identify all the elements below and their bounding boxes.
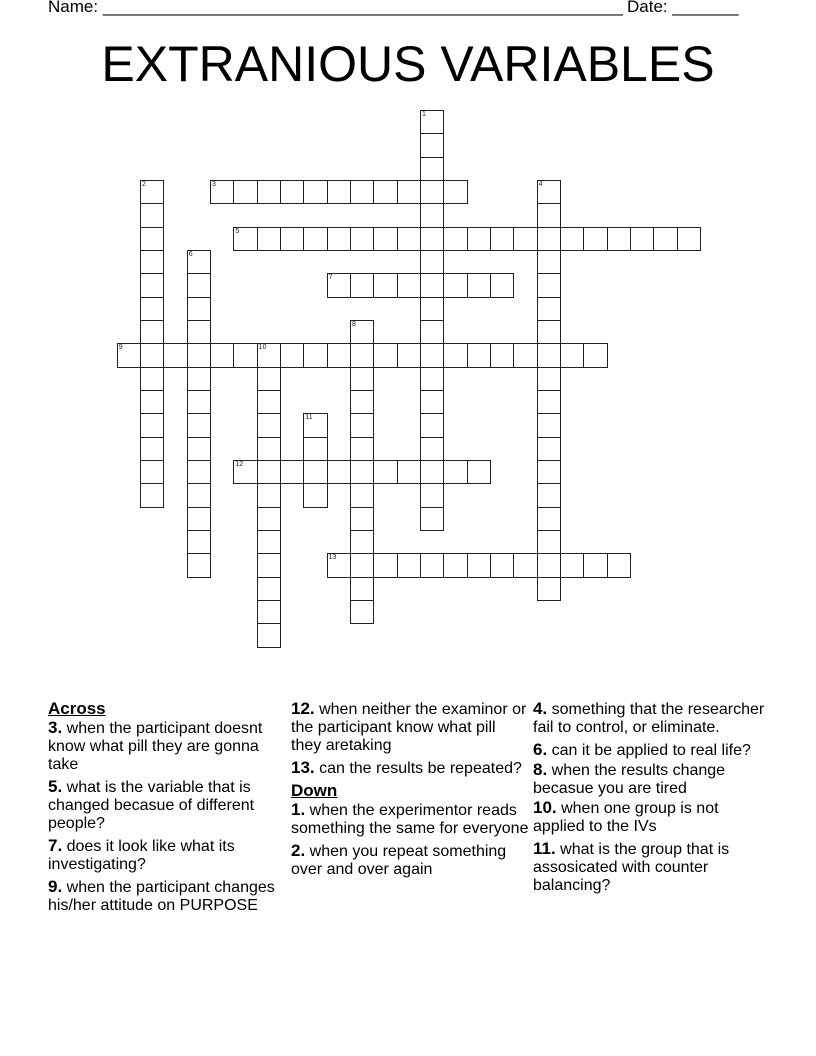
clues-column-2 (291, 700, 529, 883)
grid-cell[interactable] (303, 437, 327, 461)
grid-cell[interactable] (140, 343, 164, 367)
grid-cell[interactable] (583, 343, 607, 367)
grid-cell[interactable] (327, 273, 351, 297)
clue-number: 8. (533, 760, 548, 779)
clue-number: 5. (48, 777, 63, 796)
grid-cell[interactable] (303, 413, 327, 437)
grid-cell[interactable] (257, 227, 281, 251)
grid-cell[interactable] (187, 390, 211, 414)
grid-cell[interactable] (373, 180, 397, 204)
grid-cell[interactable] (373, 553, 397, 577)
grid-cell[interactable] (443, 553, 467, 577)
grid-cell[interactable] (187, 437, 211, 461)
grid-cell[interactable] (350, 483, 374, 507)
grid-cell[interactable] (187, 413, 211, 437)
grid-cell[interactable] (257, 437, 281, 461)
grid-cell[interactable] (140, 227, 164, 251)
grid-cell[interactable] (210, 343, 234, 367)
grid-cell[interactable] (490, 553, 514, 577)
grid-cell[interactable] (420, 343, 444, 367)
grid-cell[interactable] (140, 203, 164, 227)
down-heading: Down (291, 781, 338, 800)
grid-cell[interactable] (420, 437, 444, 461)
clue-across-13 (291, 759, 529, 778)
clue-number: 3. (48, 718, 63, 737)
grid-cell[interactable] (513, 343, 537, 367)
cell-number: 9 (118, 344, 123, 352)
grid-cell[interactable] (210, 180, 234, 204)
name-line[interactable]: _______________________________________________________ (102, 0, 623, 16)
grid-cell[interactable] (537, 507, 561, 531)
clue-down-6 (533, 741, 773, 760)
grid-cell[interactable] (280, 227, 304, 251)
cell-number: 13 (328, 554, 337, 562)
grid-cell[interactable] (187, 553, 211, 577)
grid-cell[interactable] (560, 553, 584, 577)
grid-cell[interactable] (350, 343, 374, 367)
grid-cell[interactable] (350, 413, 374, 437)
clue-text: can it be applied to real life? (547, 742, 751, 759)
clue-text: can the results be repeated? (314, 760, 522, 777)
grid-cell[interactable] (257, 623, 281, 647)
grid-cell[interactable] (537, 180, 561, 204)
grid-cell[interactable] (420, 110, 444, 134)
grid-cell[interactable] (350, 530, 374, 554)
grid-cell[interactable] (350, 367, 374, 391)
grid-cell[interactable] (443, 227, 467, 251)
clue-number: 6. (533, 740, 548, 759)
grid-cell[interactable] (467, 227, 491, 251)
grid-cell[interactable] (537, 460, 561, 484)
grid-cell[interactable] (537, 367, 561, 391)
grid-cell[interactable] (350, 180, 374, 204)
grid-cell[interactable] (257, 343, 281, 367)
grid-cell[interactable] (420, 507, 444, 531)
grid-cell[interactable] (187, 460, 211, 484)
grid-cell[interactable] (280, 460, 304, 484)
grid-cell[interactable] (420, 320, 444, 344)
grid-cell[interactable] (490, 273, 514, 297)
grid-cell[interactable] (140, 297, 164, 321)
grid-cell[interactable] (607, 553, 631, 577)
clue-text: what is the variable that is changed becasue of different people? (48, 779, 255, 832)
grid-cell[interactable] (397, 227, 421, 251)
clue-down-2 (291, 842, 529, 879)
grid-cell[interactable] (373, 273, 397, 297)
clue-across-7 (48, 837, 280, 874)
grid-cell[interactable] (327, 553, 351, 577)
cell-number: 6 (188, 250, 193, 258)
grid-cell[interactable] (397, 553, 421, 577)
cell-number: 3 (212, 180, 216, 188)
grid-cell[interactable] (140, 390, 164, 414)
cell-number: 2 (142, 180, 146, 188)
grid-cell[interactable] (420, 273, 444, 297)
grid-cell[interactable] (397, 343, 421, 367)
grid-cell[interactable] (117, 343, 141, 367)
grid-cell[interactable] (140, 413, 164, 437)
grid-cell[interactable] (420, 180, 444, 204)
grid-cell[interactable] (583, 227, 607, 251)
clue-text: when the participant doesnt know what pill they are gonna take (48, 720, 263, 773)
grid-cell[interactable] (537, 320, 561, 344)
grid-cell[interactable] (467, 273, 491, 297)
clue-text: when the results change becasue you are tired (533, 762, 726, 797)
clues-column-1 (48, 700, 280, 919)
grid-cell[interactable] (233, 227, 257, 251)
grid-cell[interactable] (257, 413, 281, 437)
name-label: Name: (48, 0, 99, 16)
cell-number: 8 (352, 320, 356, 328)
clue-number: 1. (291, 800, 306, 819)
grid-cell[interactable] (327, 460, 351, 484)
grid-cell[interactable] (280, 343, 304, 367)
grid-cell[interactable] (537, 437, 561, 461)
grid-cell[interactable] (350, 390, 374, 414)
grid-cell[interactable] (537, 203, 561, 227)
grid-cell[interactable] (537, 297, 561, 321)
cell-number: 12 (235, 460, 244, 468)
grid-cell[interactable] (140, 180, 164, 204)
cell-number: 4 (538, 180, 543, 188)
grid-cell[interactable] (420, 250, 444, 274)
clue-number: 9. (48, 877, 63, 896)
cell-number: 11 (305, 414, 313, 422)
clue-text: does it look like what its investigating? (48, 838, 235, 873)
grid-cell[interactable] (187, 367, 211, 391)
grid-cell[interactable] (653, 227, 677, 251)
grid-cell[interactable] (327, 227, 351, 251)
grid-cell[interactable] (420, 460, 444, 484)
clue-text: when neither the examinor or the participant know what pill they aretaking (291, 701, 527, 754)
grid-cell[interactable] (140, 367, 164, 391)
clue-down-11 (533, 840, 773, 895)
grid-cell[interactable] (583, 553, 607, 577)
grid-cell[interactable] (140, 320, 164, 344)
grid-cell[interactable] (560, 343, 584, 367)
grid-cell[interactable] (187, 507, 211, 531)
grid-cell[interactable] (537, 577, 561, 601)
grid-cell[interactable] (257, 507, 281, 531)
grid-cell[interactable] (350, 460, 374, 484)
grid-cell[interactable] (420, 203, 444, 227)
grid-cell[interactable] (257, 577, 281, 601)
grid-cell[interactable] (443, 273, 467, 297)
clue-number: 2. (291, 841, 306, 860)
grid-cell[interactable] (467, 553, 491, 577)
clue-down-8 (533, 761, 773, 798)
cell-number: 7 (328, 274, 333, 282)
grid-cell[interactable] (607, 227, 631, 251)
grid-cell[interactable] (233, 460, 257, 484)
grid-cell[interactable] (140, 483, 164, 507)
grid-cell[interactable] (303, 460, 327, 484)
date-label: Date: (627, 0, 668, 16)
grid-cell[interactable] (350, 600, 374, 624)
clue-text: when one group is not applied to the IVs (533, 800, 719, 835)
grid-cell[interactable] (537, 530, 561, 554)
clue-across-9 (48, 878, 280, 915)
grid-cell[interactable] (420, 297, 444, 321)
grid-cell[interactable] (350, 437, 374, 461)
clue-number: 11. (533, 839, 556, 858)
grid-cell[interactable] (187, 343, 211, 367)
clue-number: 4. (533, 699, 548, 718)
grid-cell[interactable] (397, 460, 421, 484)
grid-cell[interactable] (373, 460, 397, 484)
grid-cell[interactable] (513, 227, 537, 251)
grid-cell[interactable] (303, 180, 327, 204)
grid-cell[interactable] (257, 390, 281, 414)
grid-cell[interactable] (537, 343, 561, 367)
grid-cell[interactable] (537, 553, 561, 577)
cell-number: 1 (421, 111, 426, 118)
clue-text: when the participant changes his/her attitude on PURPOSE (48, 879, 275, 914)
clue-text: something that the researcher fail to control, or eliminate. (533, 701, 765, 736)
grid-cell[interactable] (350, 273, 374, 297)
date-line[interactable]: _______ (672, 0, 739, 16)
grid-cell[interactable] (420, 133, 444, 157)
grid-cell[interactable] (397, 180, 421, 204)
grid-cell[interactable] (420, 227, 444, 251)
grid-cell[interactable] (303, 343, 327, 367)
clues-column-3 (533, 700, 773, 899)
grid-cell[interactable] (140, 460, 164, 484)
grid-cell[interactable] (397, 273, 421, 297)
grid-cell[interactable] (187, 483, 211, 507)
grid-cell[interactable] (233, 180, 257, 204)
grid-cell[interactable] (140, 437, 164, 461)
grid-cell[interactable] (537, 250, 561, 274)
clue-number: 10. (533, 798, 557, 817)
grid-cell[interactable] (420, 367, 444, 391)
grid-cell[interactable] (373, 227, 397, 251)
grid-cell[interactable] (490, 227, 514, 251)
grid-cell[interactable] (140, 273, 164, 297)
grid-cell[interactable] (537, 273, 561, 297)
grid-cell[interactable] (467, 343, 491, 367)
grid-cell[interactable] (187, 297, 211, 321)
across-heading: Across (48, 699, 106, 718)
grid-cell[interactable] (257, 180, 281, 204)
grid-cell[interactable] (327, 180, 351, 204)
cell-number: 5 (235, 227, 240, 235)
grid-cell[interactable] (140, 250, 164, 274)
grid-cell[interactable] (187, 320, 211, 344)
grid-cell[interactable] (490, 343, 514, 367)
grid-cell[interactable] (537, 227, 561, 251)
clue-text: when the experimentor reads something the same for everyone (291, 802, 529, 837)
grid-cell[interactable] (257, 530, 281, 554)
grid-cell[interactable] (420, 553, 444, 577)
grid-cell[interactable] (537, 413, 561, 437)
grid-cell[interactable] (537, 483, 561, 507)
grid-cell[interactable] (443, 460, 467, 484)
grid-cell[interactable] (187, 250, 211, 274)
grid-cell[interactable] (187, 530, 211, 554)
grid-cell[interactable] (513, 553, 537, 577)
grid-cell[interactable] (677, 227, 701, 251)
clue-down-4 (533, 700, 773, 737)
grid-cell[interactable] (420, 483, 444, 507)
grid-cell[interactable] (350, 507, 374, 531)
grid-cell[interactable] (560, 227, 584, 251)
grid-cell[interactable] (303, 483, 327, 507)
cell-number: 10 (258, 344, 267, 352)
grid-cell[interactable] (350, 320, 374, 344)
clue-across-3 (48, 719, 280, 774)
grid-cell[interactable] (280, 180, 304, 204)
grid-cell[interactable] (420, 157, 444, 181)
grid-cell[interactable] (257, 600, 281, 624)
clue-number: 7. (48, 836, 63, 855)
page-title: EXTRANIOUS VARIABLES (101, 36, 715, 92)
grid-cell[interactable] (350, 553, 374, 577)
grid-cell[interactable] (163, 343, 187, 367)
grid-cell[interactable] (303, 227, 327, 251)
grid-cell[interactable] (350, 577, 374, 601)
grid-cell[interactable] (537, 390, 561, 414)
clue-across-12 (291, 700, 529, 755)
grid-cell[interactable] (373, 343, 397, 367)
grid-cell[interactable] (257, 483, 281, 507)
grid-cell[interactable] (350, 227, 374, 251)
clue-text: what is the group that is assosicated with counter balancing? (533, 841, 730, 894)
clue-text: when you repeat something over and over again (291, 843, 507, 878)
clue-down-1 (291, 801, 529, 838)
grid-cell[interactable] (420, 413, 444, 437)
grid-cell[interactable] (443, 343, 467, 367)
clue-down-10 (533, 799, 773, 836)
grid-cell[interactable] (257, 460, 281, 484)
clue-number: 13. (291, 758, 315, 777)
grid-cell[interactable] (630, 227, 654, 251)
grid-cell[interactable] (257, 553, 281, 577)
grid-cell[interactable] (233, 343, 257, 367)
clue-number: 12. (291, 699, 315, 718)
grid-cell[interactable] (187, 273, 211, 297)
grid-cell[interactable] (420, 390, 444, 414)
clue-across-5 (48, 778, 280, 833)
grid-cell[interactable] (443, 180, 467, 204)
grid-cell[interactable] (327, 343, 351, 367)
grid-cell[interactable] (257, 367, 281, 391)
grid-cell[interactable] (467, 460, 491, 484)
